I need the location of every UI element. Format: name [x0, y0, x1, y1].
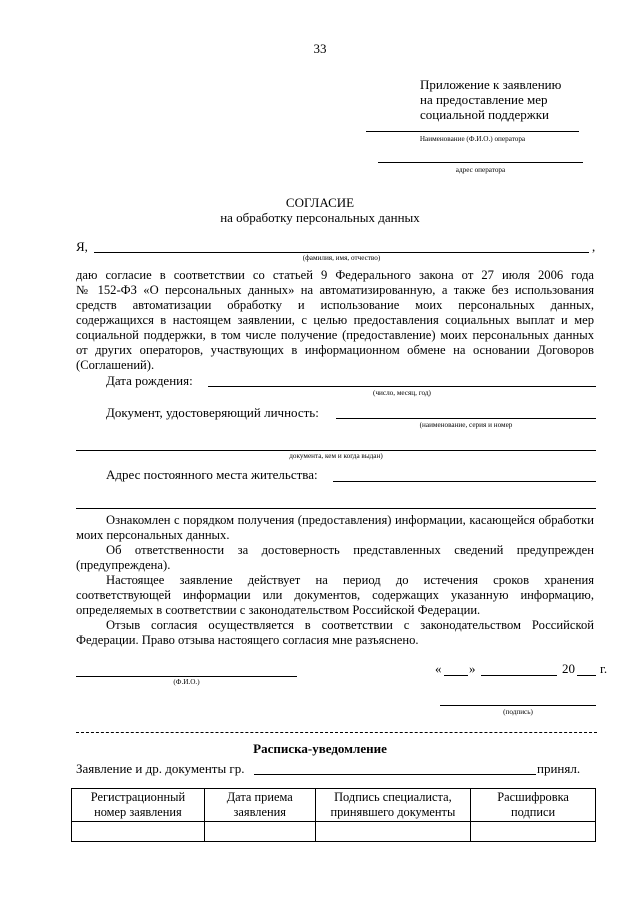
receipt-header-cell: [471, 789, 596, 822]
id-document-line-2[interactable]: [76, 450, 596, 451]
acknowledgement-paragraph: Об ответственности за достоверность представленных сведений предупрежден (предупреждена).: [76, 543, 594, 572]
receipt-header-line: Дата приема: [226, 790, 293, 804]
receipt-registration-number-cell[interactable]: [72, 822, 205, 842]
date-close-quote: »: [469, 661, 476, 676]
receipt-header-line: номер заявления: [94, 805, 182, 819]
fio-caption: (Ф.И.О.): [173, 678, 200, 686]
declarant-caption: (фамилия, имя, отчество): [302, 254, 381, 262]
consent-line: № 152-ФЗ «О персональных данных» на автоматизированную, а также без использования: [76, 283, 594, 297]
receipt-header-line: Расшифровка: [497, 790, 569, 804]
receipt-header-row: [72, 789, 596, 822]
declarant-prefix: Я,: [76, 239, 88, 254]
document-subtitle: на обработку персональных данных: [220, 210, 420, 225]
id-document-caption-2: документа, кем и когда выдан): [289, 452, 383, 460]
birth-date-line[interactable]: [208, 386, 596, 387]
declarant-name-line[interactable]: [94, 252, 589, 253]
receipt-signature-transcript-cell[interactable]: [471, 822, 596, 842]
signature-caption: (подпись): [503, 708, 533, 716]
consent-line: даю согласие в соответствии со статьей 9 Федерального закона от 27 июля 2006 года: [76, 268, 594, 282]
acknowledgement-paragraph: Отзыв согласия осуществляется в соответствии с законодательством Российской Федерации. Право отзыва настоящего согласия мне разъяснено.: [76, 618, 594, 647]
signature-line[interactable]: [440, 705, 596, 706]
fio-line[interactable]: [76, 676, 297, 677]
birth-date-caption: (число, месяц, год): [373, 389, 431, 397]
address-line-2[interactable]: [76, 508, 596, 509]
acknowledgement-paragraph: Настоящее заявление действует на период до истечения сроков хранения соответствующей информации или документов, содержащих указанную информацию, определяемых в соответствии с законодательством Российской Федерации.: [76, 573, 594, 617]
address-label: Адрес постоянного места жительства:: [106, 467, 318, 482]
receipt-specialist-signature-cell[interactable]: [315, 822, 471, 842]
cut-line: [76, 732, 597, 733]
appendix-line-1: Приложение к заявлению: [420, 77, 562, 92]
declarant-suffix: ,: [592, 239, 596, 254]
date-year-line[interactable]: [577, 675, 596, 676]
receipt-header-cell: [72, 789, 205, 822]
receipt-header-line: принявшего документы: [330, 805, 456, 819]
operator-address-line[interactable]: [378, 162, 583, 163]
date-year-prefix: 20: [562, 661, 575, 676]
appendix-line-2: на предоставление мер: [420, 92, 548, 107]
receipt-header-line: Регистрационный: [90, 790, 186, 804]
receipt-table: [71, 788, 596, 842]
receipt-header-line: Подпись специалиста,: [334, 790, 452, 804]
date-day-line[interactable]: [444, 675, 468, 676]
acknowledgements: [76, 513, 594, 648]
acknowledgement-paragraph: Ознакомлен с порядком получения (предоставления) информации, касающейся обработки моих персональных данных.: [76, 513, 594, 542]
date-year-suffix: г.: [600, 661, 608, 676]
operator-name-line[interactable]: [366, 131, 579, 132]
birth-date-label: Дата рождения:: [106, 373, 193, 388]
id-document-line-1[interactable]: [336, 418, 596, 419]
receipt-data-row: [72, 822, 596, 842]
receipt-date-cell[interactable]: [204, 822, 315, 842]
consent-line: (Соглашений).: [76, 358, 155, 372]
document-title: СОГЛАСИЕ: [285, 195, 355, 210]
receipt-name-line[interactable]: [254, 774, 536, 775]
date-month-line[interactable]: [481, 675, 557, 676]
operator-address-caption: адрес оператора: [455, 166, 506, 174]
id-document-label: Документ, удостоверяющий личность:: [106, 405, 319, 420]
receipt-header-cell: [204, 789, 315, 822]
receipt-header-cell: [315, 789, 471, 822]
consent-line: социальной поддержки, в том числе получение (предоставление) моих персональных данных: [76, 328, 594, 342]
consent-paragraph: [76, 268, 594, 373]
receipt-header-line: заявления: [233, 805, 286, 819]
appendix-line-3: социальной поддержки: [420, 107, 549, 122]
id-document-caption-1: (наименование, серия и номер: [419, 421, 513, 429]
address-line-1[interactable]: [333, 481, 596, 482]
page-number: 33: [313, 41, 327, 56]
operator-name-caption: Наименование (Ф.И.О.) оператора: [419, 135, 526, 143]
receipt-title: Расписка-уведомление: [253, 741, 387, 756]
receipt-line-suffix: принял.: [537, 761, 581, 776]
consent-line: средств автоматизации обработку и использование моих персональных данных,: [76, 298, 594, 312]
receipt-header-line: подписи: [511, 805, 556, 819]
consent-line: содержащихся в настоящем заявлении, с целью предоставления социальных выплат и мер: [76, 313, 594, 327]
receipt-line-prefix: Заявление и др. документы гр.: [76, 761, 245, 776]
consent-line: от других операторов, участвующих в информационном обмене на основании Договоров: [76, 343, 594, 357]
date-open-quote: «: [435, 661, 442, 676]
